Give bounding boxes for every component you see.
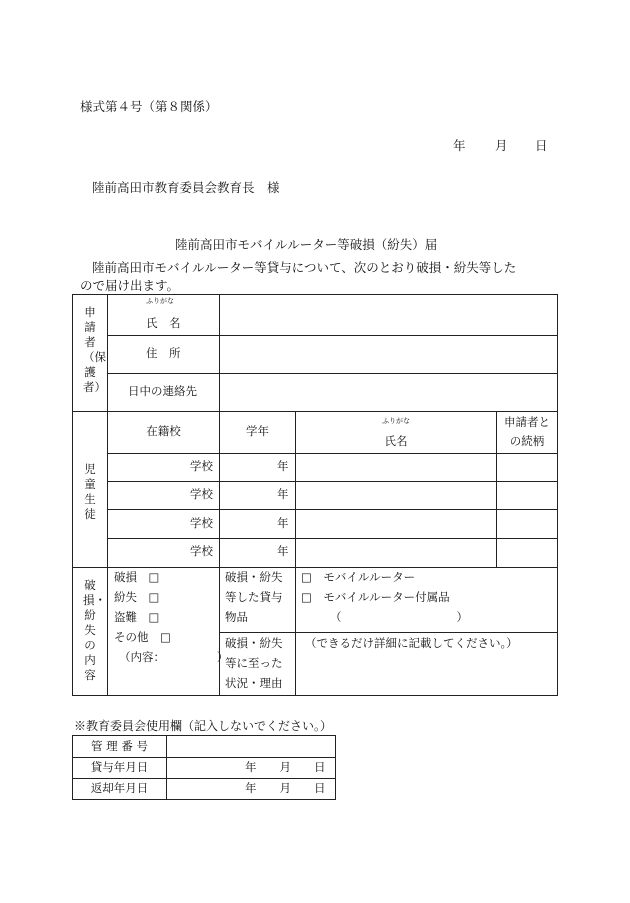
intro-line-1: 陸前高田市モバイルルーター等貸与について、次のとおり破損・紛失等した xyxy=(92,260,517,275)
damage-section-label: 破損・紛失の内容 xyxy=(83,578,106,682)
damage-type-stolen[interactable]: 盗難 □ xyxy=(114,610,160,624)
students-grade-header: 学年 xyxy=(246,424,269,438)
item-paren-field: （ ） xyxy=(330,610,468,624)
student-row-2-grade: 年 xyxy=(277,487,289,501)
student-row-1-school: 学校 xyxy=(190,459,213,473)
students-name-header: 氏名 xyxy=(384,434,408,448)
reason-note: （できるだけ詳細に記載してください。） xyxy=(305,636,518,650)
applicant-furigana-label: ふりがな xyxy=(146,297,174,305)
student-row-1-grade: 年 xyxy=(277,459,289,473)
addressee: 陸前高田市教育委員会教育長 様 xyxy=(92,180,280,195)
students-section-label: 児童生徒 xyxy=(84,462,96,521)
damage-type-broken[interactable]: 破損 □ xyxy=(114,570,160,584)
office-row-2-value: 年 月 日 xyxy=(245,760,326,774)
item-option-router[interactable]: □ モバイルルーター xyxy=(301,570,416,584)
date-day-label: 日 xyxy=(535,138,548,153)
intro-line-2: ので届け出ます。 xyxy=(80,278,180,293)
students-furigana-header: ふりがな xyxy=(382,417,410,425)
student-row-3-grade: 年 xyxy=(277,516,289,530)
item-label-2: 等した貸与 xyxy=(225,590,283,604)
office-row-3-value: 年 月 日 xyxy=(245,781,326,795)
item-option-accessory[interactable]: □ モバイルルーター付属品 xyxy=(301,590,450,604)
students-school-header: 在籍校 xyxy=(146,424,181,438)
students-relation-header-2: の続柄 xyxy=(509,434,545,448)
item-label-3: 物品 xyxy=(225,610,248,624)
date-year-label: 年 xyxy=(453,138,466,153)
item-label-1: 破損・紛失 xyxy=(225,570,283,584)
student-row-4-school: 学校 xyxy=(190,544,213,558)
applicant-contact-label: 日中の連絡先 xyxy=(128,384,197,398)
student-row-4-grade: 年 xyxy=(277,544,289,558)
damage-type-other[interactable]: その他 □ xyxy=(114,630,171,644)
damage-type-lost[interactable]: 紛失 □ xyxy=(114,590,160,604)
office-row-2-label: 貸与年月日 xyxy=(90,760,149,774)
applicant-section-label: 申請者（保護者） xyxy=(83,305,106,394)
student-row-2-school: 学校 xyxy=(190,487,213,501)
applicant-address-label: 住 所 xyxy=(146,346,181,360)
office-use-heading: ※教育委員会使用欄（記入しないでください。） xyxy=(74,719,333,733)
applicant-name-label: 氏 名 xyxy=(146,316,181,330)
form-number: 様式第４号（第８関係） xyxy=(80,99,218,114)
student-row-3-school: 学校 xyxy=(190,516,213,530)
form-title: 陸前高田市モバイルルーター等破損（紛失）届 xyxy=(175,237,438,252)
office-row-3-label: 返却年月日 xyxy=(90,781,149,795)
reason-label-1: 破損・紛失 xyxy=(225,636,283,650)
damage-detail-note: （内容： ） xyxy=(119,650,229,664)
reason-label-2: 等に至った xyxy=(225,656,283,670)
date-month-label: 月 xyxy=(495,138,508,153)
office-row-1-label: 管 理 番 号 xyxy=(91,739,148,753)
reason-label-3: 状況・理由 xyxy=(225,676,283,690)
students-relation-header-1: 申請者と xyxy=(504,415,550,429)
